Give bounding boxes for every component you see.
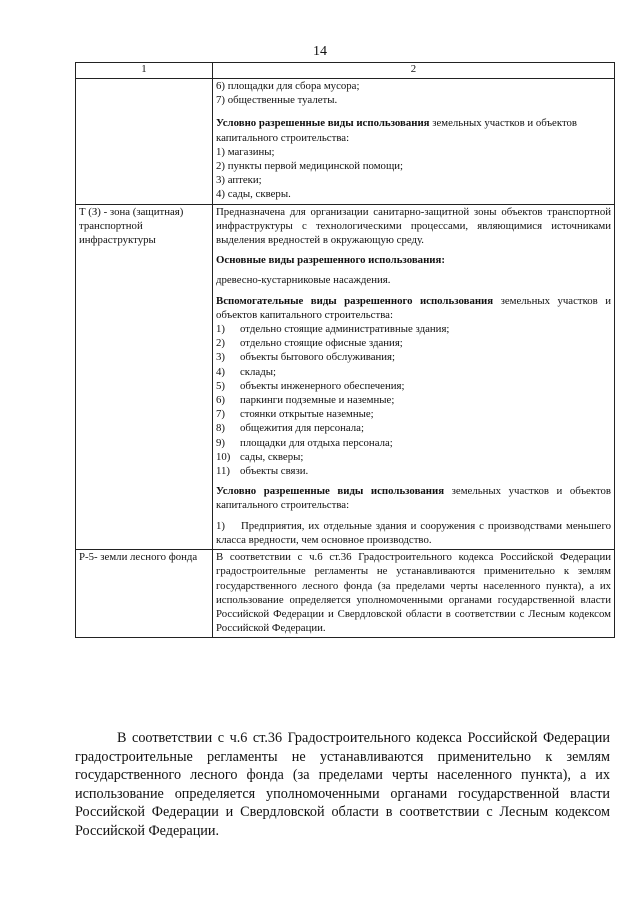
item-text: объекты бытового обслуживания;	[240, 351, 396, 364]
list-item	[216, 379, 611, 393]
list-item	[216, 407, 611, 421]
item-text: объекты инженерного обеспечения;	[240, 379, 405, 392]
item-number: 5)	[216, 379, 225, 392]
item-text: паркинги подземные и наземные;	[240, 394, 395, 407]
item-number: 1)	[216, 519, 225, 532]
list-item	[216, 350, 611, 364]
heading-bold: Вспомогательные виды разрешенного использования	[216, 294, 494, 307]
heading-rest: земельных участков и объектов капитального строительства:	[216, 485, 611, 512]
heading-bold: Условно разрешенные виды использования	[216, 117, 430, 130]
conditional-uses-item	[216, 519, 611, 547]
main-uses-heading	[216, 253, 611, 267]
list-item: 2) пункты первой медицинской помощи;	[216, 160, 404, 173]
heading-bold: Основные виды разрешенного использования:	[216, 254, 445, 267]
list-item	[216, 421, 611, 435]
tail-list	[216, 79, 611, 107]
list-item: 6) площадки для сбора мусора;	[216, 80, 360, 92]
heading-bold: Условно разрешенные виды использования	[216, 485, 445, 498]
table-header-row	[76, 63, 615, 79]
list-item: 1) магазины;	[216, 145, 275, 158]
table-row-forest-fund	[76, 550, 615, 638]
closing-section	[75, 729, 610, 840]
list-item: 3) аптеки;	[216, 174, 262, 187]
forest-fund-text: В соответствии с ч.6 ст.36 Градостроительного кодекса Российской Федерации градостроительные регламенты не устанавливаются применительно к землям государственного лесного фонда (за пределами черты населенного пункта), а их использование определяется уполномоченными органами государственной власти Российской Федерации и Свердловской области в соответствии с Лесным кодексом Российской Федерации.	[216, 551, 611, 635]
list-item	[216, 436, 611, 450]
item-number: 9)	[216, 436, 225, 449]
item-number: 2)	[216, 337, 225, 350]
conditional-uses-heading	[216, 484, 611, 512]
item-number: 1)	[216, 323, 225, 336]
item-text: Предприятия, их отдельные здания и сооружения с производствами меньшего класса вредности, чем основное производство.	[216, 519, 611, 546]
uses-cell	[213, 204, 615, 549]
item-text: стоянки открытые наземные;	[240, 408, 374, 421]
auxiliary-uses-heading	[216, 294, 611, 322]
item-text: площадки для отдыха персонала;	[240, 436, 393, 449]
item-number: 6)	[216, 394, 225, 407]
table-row-transport-zone	[76, 204, 615, 549]
list-item: 7) общественные туалеты.	[216, 94, 338, 107]
conditional-uses-heading	[216, 116, 611, 144]
item-text: сады, скверы;	[240, 450, 304, 463]
conditional-uses-list	[216, 145, 611, 202]
item-text: отдельно стоящие офисные здания;	[240, 337, 403, 350]
item-number: 3)	[216, 351, 225, 364]
zoning-table	[75, 62, 615, 638]
zone-cell-empty	[76, 79, 213, 205]
list-item	[216, 450, 611, 464]
item-number: 11)	[216, 465, 230, 478]
list-item	[216, 393, 611, 407]
item-number: 4)	[216, 365, 225, 378]
header-col-1: 1	[76, 63, 213, 79]
zone-cell: Р-5- земли лесного фонда	[76, 550, 213, 638]
item-number: 7)	[216, 408, 225, 421]
zone-cell: Т (З) - зона (защитная) транспортной инфраструктуры	[76, 204, 213, 549]
item-text: общежития для персонала;	[240, 422, 364, 435]
list-item	[216, 365, 611, 379]
item-number: 10)	[216, 450, 231, 463]
header-col-2: 2	[213, 63, 615, 79]
table-row-continuation	[76, 79, 615, 205]
auxiliary-uses-list	[216, 322, 611, 478]
uses-cell	[213, 79, 615, 205]
heading-rest: земельных участков и объектов капитального строительства:	[216, 117, 578, 144]
main-uses-text: древесно-кустарниковые насаждения.	[216, 274, 391, 287]
list-item	[216, 322, 611, 336]
zone-purpose: Предназначена для организации санитарно-защитной зоны объектов транспортной инфраструктуры с технологическими процессами, являющимися источниками выделения вредностей в окружающую среду.	[216, 205, 611, 247]
item-number: 8)	[216, 422, 225, 435]
list-item: 4) сады, скверы.	[216, 188, 291, 201]
item-text: склады;	[240, 365, 276, 378]
page-number: 14	[313, 44, 327, 59]
closing-paragraph: В соответствии с ч.6 ст.36 Градостроительного кодекса Российской Федерации градостроительные регламенты не устанавливаются применительно к землям государственного лесного фонда (за пределами черты населенного пункта), а их использование определяется уполномоченными органами государственной власти Российской Федерации и Свердловской области в соответствии с Лесным кодексом Российской Федерации.	[75, 730, 610, 839]
item-text: отдельно стоящие административные здания;	[240, 323, 450, 336]
uses-cell	[213, 550, 615, 638]
heading-rest: земельных участков и объектов капитального строительства:	[216, 294, 611, 321]
list-item	[216, 464, 611, 478]
list-item	[216, 336, 611, 350]
item-text: объекты связи.	[240, 465, 309, 478]
